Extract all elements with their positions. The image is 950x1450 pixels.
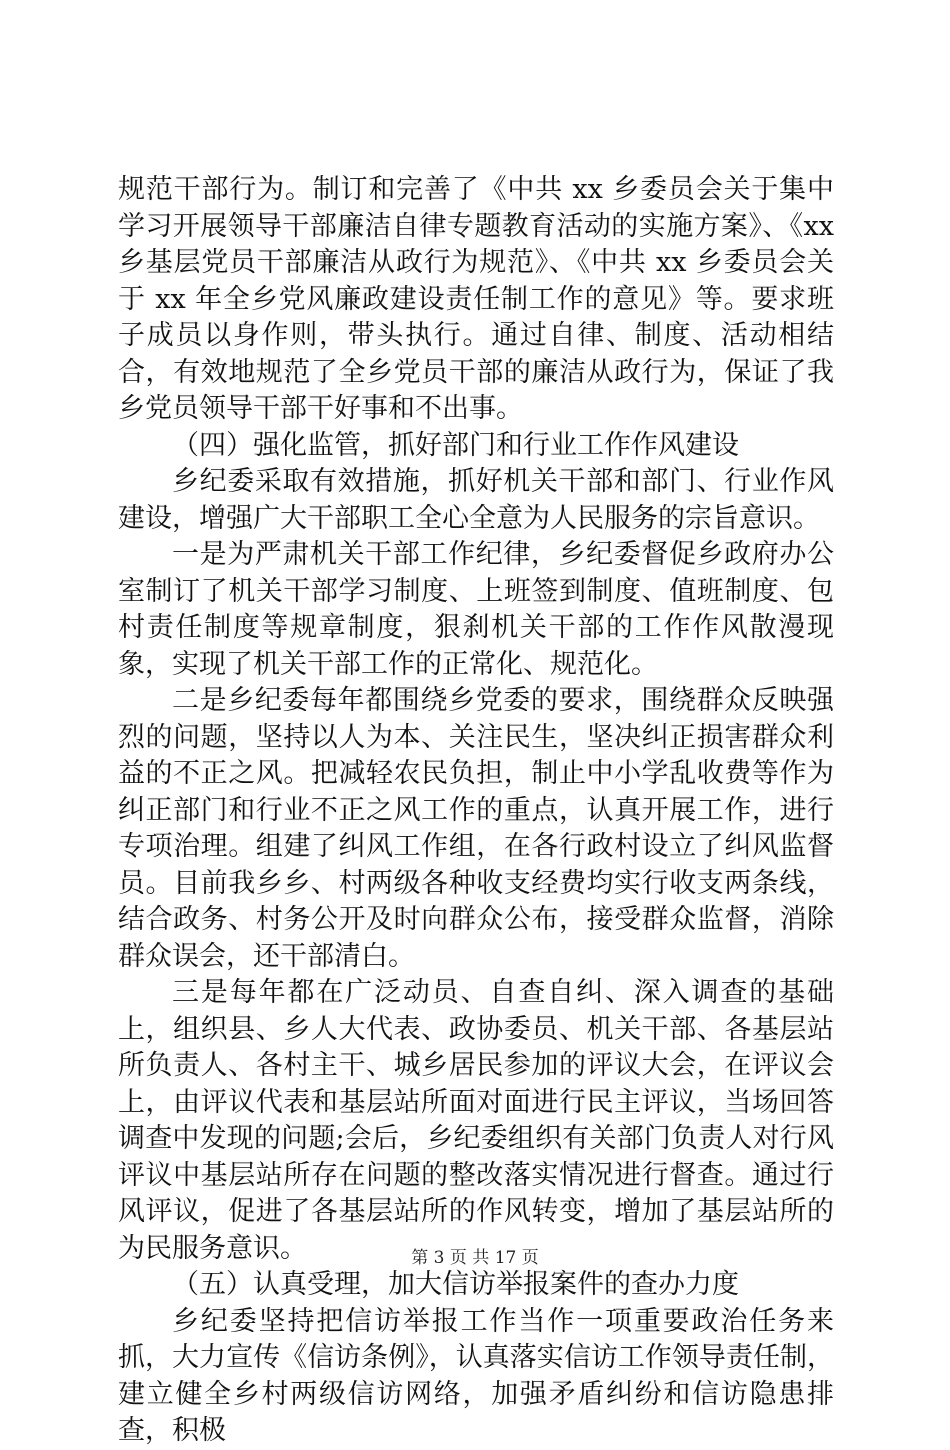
paragraph: 规范干部行为。制订和完善了《中共 xx 乡委员会关于集中学习开展领导干部廉洁自律专题教育活动的实施方案》、《xx 乡基层党员干部廉洁从政行为规范》、《中共 xx 乡委员会关于 xx 年全乡党风廉政建设责任制工作的意见》等。要求班子成员以身作则，带头执行。通过自律、制度、活动相结合，有效地规范了全乡党员干部的廉洁从政行为，保证了我乡党员领导干部干好事和不出事。: [118, 174, 834, 424]
paragraph: 乡纪委采取有效措施，抓好机关干部和部门、行业作风建设，增强广大干部职工全心全意为人民服务的宗旨意识。: [118, 466, 834, 534]
page-number-footer: 第 3 页 共 17 页: [411, 1248, 539, 1268]
paragraph: 三是每年都在广泛动员、自查自纠、深入调查的基础上，组织县、乡人大代表、政协委员、机关干部、各基层站所负责人、各村主干、城乡居民参加的评议大会，在评议会上，由评议代表和基层站所面对面进行民主评议，当场回答调查中发现的问题;会后，乡纪委组织有关部门负责人对行风评议中基层站所存在问题的整改落实情况进行督查。通过行风评议，促进了各基层站所的作风转变，增加了基层站所的为民服务意识。: [118, 977, 834, 1264]
paragraph: 乡纪委坚持把信访举报工作当作一项重要政治任务来抓，大力宣传《信访条例》，认真落实信访工作领导责任制，建立健全乡村两级信访网络，加强矛盾纠纷和信访隐患排查，积极: [118, 1305, 834, 1446]
section-heading-4: （四）强化监管，抓好部门和行业工作作风建设: [172, 429, 739, 461]
section-heading-5: （五）认真受理，加大信访举报案件的查办力度: [172, 1269, 739, 1300]
paragraph: 一是为严肃机关干部工作纪律，乡纪委督促乡政府办公室制订了机关干部学习制度、上班签到制度、值班制度、包村责任制度等规章制度，狠刹机关干部的工作作风散漫现象，实现了机关干部工作的正常化、规范化。: [118, 539, 834, 680]
paragraph: 二是乡纪委每年都围绕乡党委的要求，围绕群众反映强烈的问题，坚持以人为本、关注民生，坚决纠正损害群众利益的不正之风。把减轻农民负担，制止中小学乱收费等作为纠正部门和行业不正之风工作的重点，认真开展工作，进行专项治理。组建了纠风工作组，在各行政村设立了纠风监督员。目前我乡乡、村两级各种收支经费均实行收支两条线，结合政务、村务公开及时向群众公布，接受群众监督，消除群众误会，还干部清白。: [118, 685, 834, 972]
